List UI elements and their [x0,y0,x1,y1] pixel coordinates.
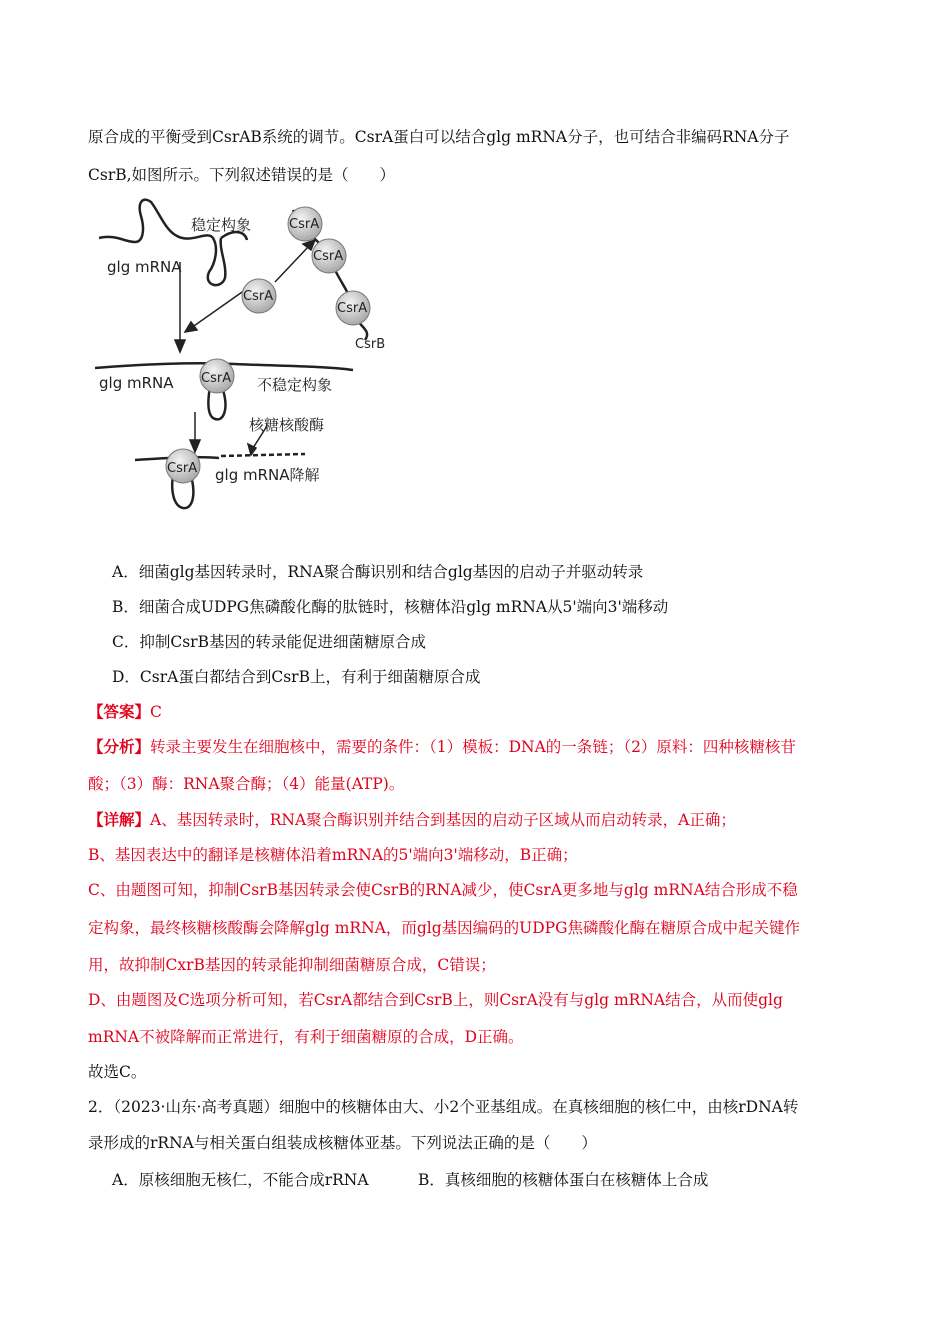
question-stem-line: 原合成的平衡受到CsrAB系统的调节。CsrA蛋白可以结合glg mRNA分子，也可结合非编码RNA分子 [88,128,790,146]
csra-label: CsrA [313,249,344,264]
csra-label: CsrA [201,371,232,386]
label-unstable: 不稳定构象 [257,376,333,394]
label-glg-mrna: glg mRNA [107,258,182,276]
detail-line [88,810,736,830]
option-d: D．CsrA蛋白都结合到CsrB上，有利于细菌糖原合成 [112,668,481,686]
csra-label: CsrA [243,289,274,304]
detail-label: 【详解】 [88,810,151,829]
detail-d: D、由题图及C选项分析可知，若CsrA都结合到CsrB上，则CsrA没有与glg mRNA结合，从而使glg [88,991,783,1009]
csra-label: CsrA [167,461,198,476]
question-2-option-a: A．原核细胞无核仁，不能合成rRNA [112,1171,369,1189]
detail-b: B、基因表达中的翻译是核糖体沿着mRNA的5'端向3'端移动，B正确； [88,846,578,864]
question-stem-line: CsrB,如图所示。下列叙述错误的是（ ） [88,166,396,184]
label-glg-mrna: glg mRNA [99,374,174,392]
csra-label: CsrA [289,217,320,232]
label-degradation: glg mRNA降解 [215,466,320,484]
label-csrb: CsrB [355,337,386,352]
detail-d: mRNA不被降解而正常进行，有利于细菌糖原的合成，D正确。 [88,1028,524,1046]
option-b: B．细菌合成UDPG焦磷酸化酶的肽链时，核糖体沿glg mRNA从5'端向3'端移动 [112,598,669,616]
question-2-stem: 2．（2023·山东·高考真题）细胞中的核糖体由大、小2个亚基组成。在真核细胞的核仁中，由核rDNA转 [88,1098,799,1116]
csra-label: CsrA [337,301,368,316]
answer-value: C [150,703,162,721]
analysis-line: 酸；（3）酶：RNA聚合酶；（4）能量(ATP)。 [88,775,405,793]
detail-c: C、由题图可知，抑制CsrB基因转录会使CsrB的RNA减少，使CsrA更多地与glg mRNA结合形成不稳 [88,881,798,899]
answer-line [88,702,162,722]
answer-label: 【答案】 [88,702,151,721]
question-2-option-b: B．真核细胞的核糖体蛋白在核糖体上合成 [418,1171,709,1189]
analysis-line [88,737,796,757]
analysis-label: 【分析】 [88,737,151,756]
label-stable: 稳定构象 [191,216,252,234]
option-a: A．细菌glg基因转录时，RNA聚合酶识别和结合glg基因的启动子并驱动转录 [112,563,644,581]
conclusion: 故选C。 [88,1063,147,1081]
detail-c: 定构象，最终核糖核酸酶会降解glg mRNA，而glg基因编码的UDPG焦磷酸化酶在糖原合成中起关键作 [88,919,800,937]
detail-a: A、基因转录时，RNA聚合酶识别并结合到基因的启动子区域从而启动转录，A正确； [150,811,736,829]
label-ribonuclease: 核糖核酸酶 [249,416,325,434]
question-2-stem: 录形成的rRNA与相关蛋白组装成核糖体亚基。下列说法正确的是（ ） [88,1134,597,1152]
analysis-text: 转录主要发生在细胞核中，需要的条件：（1）模板：DNA的一条链；（2）原料：四种核糖核苷 [150,738,796,756]
option-c: C．抑制CsrB基因的转录能促进细菌糖原合成 [112,633,426,651]
csrab-diagram [95,190,415,520]
detail-c: 用，故抑制CxrB基因的转录能抑制细菌糖原合成，C错误； [88,956,496,974]
